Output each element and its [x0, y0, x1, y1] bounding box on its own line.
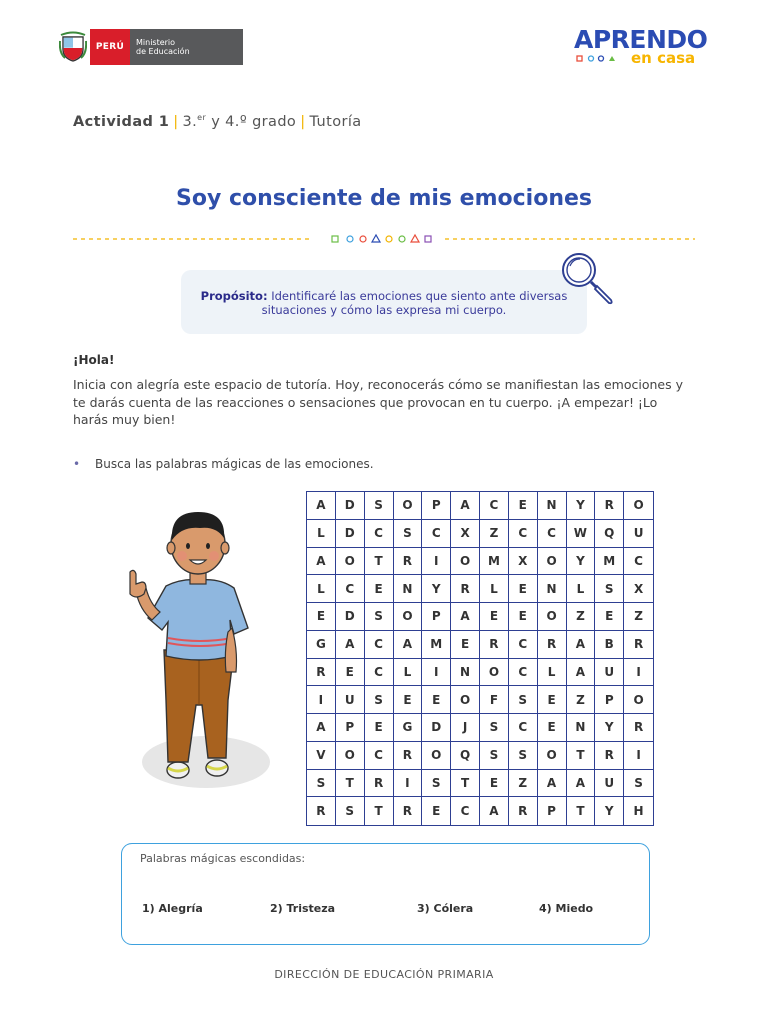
hidden-word: 2) Tristeza — [270, 902, 336, 915]
grid-cell[interactable]: P — [538, 797, 567, 825]
grid-cell[interactable]: E — [336, 659, 365, 687]
grid-cell[interactable]: R — [307, 797, 336, 825]
grid-cell[interactable]: O — [451, 548, 480, 576]
grid-cell[interactable]: S — [422, 770, 451, 798]
grid-cell[interactable]: L — [480, 575, 509, 603]
grid-cell[interactable]: E — [509, 575, 538, 603]
grid-cell[interactable]: S — [509, 686, 538, 714]
grid-cell[interactable]: C — [509, 520, 538, 548]
grid-cell[interactable]: V — [307, 742, 336, 770]
grid-cell[interactable]: D — [336, 603, 365, 631]
grid-cell[interactable]: I — [422, 659, 451, 687]
grid-cell[interactable]: N — [451, 659, 480, 687]
grid-cell[interactable]: D — [422, 714, 451, 742]
grid-cell[interactable]: I — [422, 548, 451, 576]
grid-cell[interactable]: S — [365, 603, 394, 631]
grid-cell[interactable]: Y — [567, 548, 596, 576]
grid-cell[interactable]: M — [422, 631, 451, 659]
grid-cell[interactable]: C — [365, 659, 394, 687]
grid-cell[interactable]: U — [336, 686, 365, 714]
grid-cell[interactable]: I — [394, 770, 423, 798]
magnifier-icon — [558, 250, 620, 308]
grid-cell[interactable]: L — [538, 659, 567, 687]
grid-cell[interactable]: C — [509, 714, 538, 742]
grid-cell[interactable]: I — [624, 742, 653, 770]
grid-cell[interactable]: R — [595, 742, 624, 770]
grid-cell[interactable]: N — [538, 575, 567, 603]
hidden-word: 3) Cólera — [417, 902, 474, 915]
grid-cell[interactable]: G — [394, 714, 423, 742]
grid-cell[interactable]: F — [480, 686, 509, 714]
grid-cell[interactable]: A — [394, 631, 423, 659]
bullet-icon: • — [73, 457, 81, 471]
grid-cell[interactable]: C — [509, 659, 538, 687]
ministry-line-1: Ministerio — [136, 38, 176, 47]
grid-cell[interactable]: E — [365, 575, 394, 603]
grid-cell[interactable]: R — [480, 631, 509, 659]
grid-cell[interactable]: C — [422, 520, 451, 548]
grid-cell[interactable]: E — [538, 686, 567, 714]
intro-paragraph: Inicia con alegría este espacio de tutoría. Hoy, reconocerás cómo se manifiestan las emociones y te darás cuenta de las reacciones o sensaciones que provocan en tu cuerpo. ¡A empezar! ¡Lo harás muy bien! — [73, 377, 683, 427]
grid-cell[interactable]: N — [567, 714, 596, 742]
grid-cell[interactable]: P — [422, 492, 451, 520]
grid-cell[interactable]: Y — [422, 575, 451, 603]
grid-cell[interactable]: E — [509, 603, 538, 631]
coat-of-arms-icon — [58, 29, 88, 65]
grid-cell[interactable]: O — [336, 548, 365, 576]
grid-cell[interactable]: B — [595, 631, 624, 659]
grid-cell[interactable]: A — [567, 631, 596, 659]
grid-cell[interactable]: C — [365, 520, 394, 548]
grid-cell[interactable]: A — [538, 770, 567, 798]
grid-cell[interactable]: Z — [624, 603, 653, 631]
grid-cell[interactable]: C — [480, 492, 509, 520]
grid-cell[interactable]: R — [451, 575, 480, 603]
separator: | — [173, 113, 179, 130]
grid-cell[interactable]: T — [365, 797, 394, 825]
grid-cell[interactable]: O — [336, 742, 365, 770]
grid-cell[interactable]: C — [624, 548, 653, 576]
grid-cell[interactable]: Z — [480, 520, 509, 548]
grid-cell[interactable]: C — [365, 631, 394, 659]
grid-cell[interactable]: A — [567, 659, 596, 687]
grid-cell[interactable]: A — [480, 797, 509, 825]
grid-cell[interactable]: S — [480, 714, 509, 742]
grid-cell[interactable]: E — [595, 603, 624, 631]
grid-cell[interactable]: A — [307, 548, 336, 576]
brand-line-2: en casa — [631, 49, 696, 67]
grid-cell[interactable]: E — [422, 797, 451, 825]
grid-cell[interactable]: U — [595, 770, 624, 798]
grid-cell[interactable]: Q — [595, 520, 624, 548]
grid-cell[interactable]: U — [624, 520, 653, 548]
shapes-decoration-icon — [576, 54, 626, 64]
grid-cell[interactable]: J — [451, 714, 480, 742]
hidden-words-box — [121, 843, 650, 945]
grid-cell[interactable]: R — [624, 631, 653, 659]
grid-cell[interactable]: X — [624, 575, 653, 603]
grid-cell[interactable]: E — [307, 603, 336, 631]
grid-cell[interactable]: R — [509, 797, 538, 825]
grid-cell[interactable]: A — [451, 603, 480, 631]
grid-cell[interactable]: A — [451, 492, 480, 520]
grid-cell[interactable]: O — [624, 492, 653, 520]
grade-rest: y 4.º grado — [206, 113, 297, 130]
ministry-line-2: de Educación — [136, 47, 190, 56]
purpose-text: Identificaré las emociones que siento ante diversas situaciones y cómo las expresa mi cuerpo. — [261, 289, 568, 317]
separator: | — [300, 113, 306, 130]
grade-prefix: 3. — [182, 113, 198, 130]
grid-cell[interactable]: S — [365, 492, 394, 520]
grid-cell[interactable]: T — [567, 797, 596, 825]
grid-cell[interactable]: S — [624, 770, 653, 798]
grid-cell[interactable]: N — [538, 492, 567, 520]
grid-cell[interactable]: E — [365, 714, 394, 742]
grid-cell[interactable]: E — [451, 631, 480, 659]
hidden-word: 4) Miedo — [539, 902, 594, 915]
grid-cell[interactable]: C — [451, 797, 480, 825]
grid-cell[interactable]: T — [567, 742, 596, 770]
grid-cell[interactable]: O — [538, 548, 567, 576]
grid-cell[interactable]: E — [394, 686, 423, 714]
activity-heading — [73, 113, 362, 130]
grid-cell[interactable]: M — [595, 548, 624, 576]
grid-cell[interactable]: C — [538, 520, 567, 548]
grid-cell[interactable]: O — [451, 686, 480, 714]
grid-cell[interactable]: O — [422, 742, 451, 770]
grid-cell[interactable]: L — [307, 520, 336, 548]
grid-cell[interactable]: E — [480, 770, 509, 798]
grid-cell[interactable]: P — [595, 686, 624, 714]
grid-cell[interactable]: G — [307, 631, 336, 659]
grid-cell[interactable]: D — [336, 520, 365, 548]
grid-cell[interactable]: L — [394, 659, 423, 687]
grid-cell[interactable]: E — [538, 714, 567, 742]
grid-cell[interactable]: T — [365, 548, 394, 576]
grid-cell[interactable]: A — [307, 492, 336, 520]
activity-label: Actividad 1 — [73, 113, 170, 130]
grid-cell[interactable]: L — [567, 575, 596, 603]
grid-cell[interactable]: S — [336, 797, 365, 825]
grid-cell[interactable]: O — [538, 742, 567, 770]
grid-cell[interactable]: E — [422, 686, 451, 714]
grid-cell[interactable]: L — [307, 575, 336, 603]
brand-line-1: APRENDO — [574, 25, 708, 54]
grid-cell[interactable]: O — [480, 659, 509, 687]
grid-cell[interactable]: X — [451, 520, 480, 548]
grid-cell[interactable]: A — [336, 631, 365, 659]
grid-cell[interactable]: T — [451, 770, 480, 798]
grade-superscript: er — [197, 113, 207, 122]
grid-cell[interactable]: R — [394, 797, 423, 825]
ministry-label — [130, 29, 243, 65]
grid-cell[interactable]: T — [336, 770, 365, 798]
grid-cell[interactable]: R — [365, 770, 394, 798]
hidden-word: 1) Alegría — [142, 902, 203, 915]
grid-cell[interactable]: D — [336, 492, 365, 520]
grid-cell[interactable]: O — [624, 686, 653, 714]
grid-cell[interactable]: W — [567, 520, 596, 548]
grid-cell[interactable]: E — [509, 492, 538, 520]
grid-cell[interactable]: X — [509, 548, 538, 576]
grid-cell[interactable]: R — [624, 714, 653, 742]
instruction-text: Busca las palabras mágicas de las emociones. — [95, 457, 374, 471]
grid-cell[interactable]: Y — [595, 714, 624, 742]
grid-cell[interactable]: A — [567, 770, 596, 798]
boy-illustration — [116, 500, 276, 800]
grid-cell[interactable]: Y — [595, 797, 624, 825]
grid-cell[interactable]: Z — [567, 603, 596, 631]
grid-cell[interactable]: P — [336, 714, 365, 742]
grid-cell[interactable]: S — [480, 742, 509, 770]
grid-cell[interactable]: N — [394, 575, 423, 603]
grid-cell[interactable]: R — [538, 631, 567, 659]
purpose-label: Propósito: — [200, 289, 268, 303]
grid-cell[interactable]: Z — [509, 770, 538, 798]
subject-label: Tutoría — [309, 113, 362, 130]
footer-label: DIRECCIÓN DE EDUCACIÓN PRIMARIA — [274, 968, 494, 981]
grid-cell[interactable]: U — [595, 659, 624, 687]
grid-cell[interactable]: S — [595, 575, 624, 603]
dashed-divider — [73, 232, 695, 246]
grid-cell[interactable]: P — [422, 603, 451, 631]
grid-cell[interactable]: O — [538, 603, 567, 631]
peru-label: PERÚ — [90, 29, 130, 65]
grid-cell[interactable]: R — [394, 548, 423, 576]
grid-cell[interactable]: C — [509, 631, 538, 659]
grid-cell[interactable]: Y — [567, 492, 596, 520]
grid-cell[interactable]: I — [307, 686, 336, 714]
grid-cell[interactable]: O — [394, 603, 423, 631]
instruction-item — [73, 457, 374, 471]
purpose-box — [181, 270, 587, 334]
government-logo — [58, 29, 243, 65]
grid-cell[interactable]: E — [480, 603, 509, 631]
grid-cell[interactable]: S — [509, 742, 538, 770]
grid-cell[interactable]: S — [394, 520, 423, 548]
grid-cell[interactable]: R — [307, 659, 336, 687]
grid-cell[interactable]: H — [633, 804, 644, 819]
grid-cell[interactable]: Q — [451, 742, 480, 770]
hidden-words-heading: Palabras mágicas escondidas: — [140, 852, 306, 865]
grid-cell[interactable]: R — [394, 742, 423, 770]
grid-cell[interactable]: S — [307, 770, 336, 798]
grid-cell[interactable]: C — [336, 575, 365, 603]
grid-cell[interactable]: C — [365, 742, 394, 770]
grid-cell[interactable]: O — [394, 492, 423, 520]
aprendo-en-casa-logo — [574, 26, 714, 72]
grid-cell[interactable]: A — [307, 714, 336, 742]
page-title: Soy consciente de mis emociones — [175, 186, 592, 211]
greeting: ¡Hola! — [73, 353, 115, 367]
grid-cell[interactable]: M — [480, 548, 509, 576]
word-search-grid — [306, 491, 654, 826]
grid-cell[interactable]: I — [624, 659, 653, 687]
grid-cell[interactable]: S — [365, 686, 394, 714]
grid-cell[interactable]: R — [595, 492, 624, 520]
grid-cell[interactable]: Z — [567, 686, 596, 714]
